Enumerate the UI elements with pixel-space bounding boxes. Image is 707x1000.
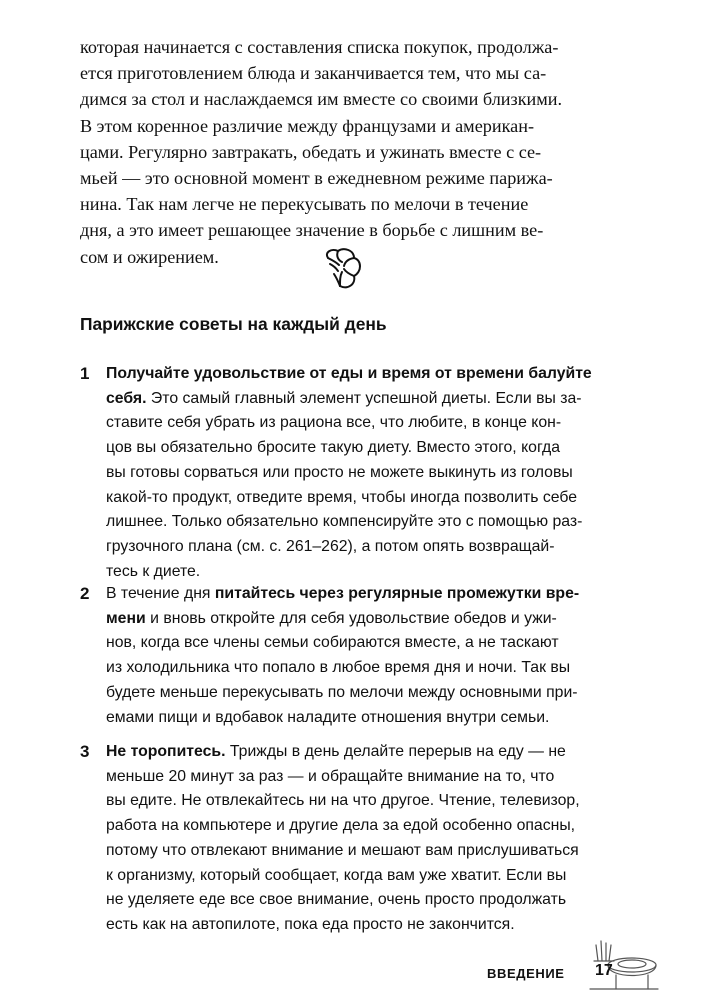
tip-line: ставите себя убрать из рациона все, что любите, в конце кон-	[106, 414, 562, 432]
tip-bold-text: мени	[106, 609, 146, 627]
tip-number: 3	[80, 742, 90, 761]
croissant-icon	[318, 244, 366, 294]
tip-line: нов, когда все члены семьи собираются вместе, а не таскают	[106, 634, 559, 652]
tip-line: тесь к диете.	[106, 562, 201, 580]
tip-line: лишнее. Только обязательно компенсируйте это с помощью раз-	[106, 513, 583, 531]
section-heading: Парижские советы на каждый день	[80, 314, 387, 334]
tip-line-text: Трижды в день делайте перерыв на еду — не	[225, 743, 566, 760]
footer-section-label: ВВЕДЕНИЕ	[487, 966, 565, 981]
page-number: 17	[595, 962, 613, 979]
intro-line: мьей — это основной момент в ежедневном режиме парижа-	[80, 168, 553, 189]
tip-line	[106, 362, 606, 387]
intro-paragraph	[80, 34, 600, 270]
intro-line: ется приготовлением блюда и заканчивается тем, что мы са-	[80, 63, 547, 84]
tip-line: работа на компьютере и другие дела за едой особенно опасны,	[106, 817, 576, 835]
intro-line: димся за стол и наслаждаемся им вместе со своими близкими.	[80, 89, 563, 110]
tip-line: емами пищи и вдобавок наладите отношения внутри семьи.	[106, 708, 550, 726]
tip-number: 1	[80, 364, 90, 383]
tip-text	[106, 362, 606, 584]
intro-line: которая начинается с составления списка покупок, продолжа-	[80, 37, 559, 57]
intro-line: нина. Так нам легче не перекусывать по мелочи в течение	[80, 194, 529, 215]
tip-bold-text: себя.	[106, 389, 147, 407]
tip-line	[106, 607, 606, 632]
tip-line	[106, 582, 606, 607]
tip-line-text: В течение дня	[106, 585, 215, 602]
tip-text	[106, 582, 606, 730]
tip-number: 2	[80, 584, 90, 603]
tip-line: будете меньше перекусывать по мелочи между основными при-	[106, 683, 578, 701]
tip-line: потому что отвлекают внимание и мешают вам прислушиваться	[106, 841, 579, 859]
tip-line-text: и вновь откройте для себя удовольствие обедов и ужи-	[145, 609, 557, 627]
tip-bold-text: питайтесь через регулярные промежутки вре-	[214, 585, 580, 602]
tip-bold-text: Не торопитесь.	[106, 743, 226, 760]
tip-line: цов вы обязательно бросите такую диету. Вместо этого, когда	[106, 439, 561, 457]
tip-line	[106, 740, 606, 765]
tip-line: вы готовы сорваться или просто не можете выкинуть из головы	[106, 463, 573, 481]
tip-line-text: Это самый главный элемент успешной диеты. Если вы за-	[146, 389, 582, 407]
tip-line: к организму, который сообщает, когда вам уже хватит. Если вы	[106, 866, 567, 884]
tip-text	[106, 740, 606, 938]
tip-line: не уделяете еде все свое внимание, очень просто продолжать	[106, 891, 567, 909]
intro-line: В этом коренное различие между французами и американ-	[80, 115, 535, 136]
tip-line: грузочного плана (см. с. 261–262), а потом опять возвращай-	[106, 537, 555, 555]
intro-line: сом и ожирением.	[80, 246, 219, 267]
tip-bold-text: Получайте удовольствие от еды и время от времени балуйте	[106, 365, 592, 382]
tip-line	[106, 387, 606, 412]
tip-line: вы едите. Не отвлекайтесь ни на что другое. Чтение, телевизор,	[106, 792, 580, 810]
intro-line: дня, а это имеет решающее значение в борьбе с лишним ве-	[80, 220, 544, 241]
tip-line: из холодильника что попало в любое время дня и ночи. Так вы	[106, 659, 571, 677]
tip-line: есть как на автопилоте, пока еда просто не закончится.	[106, 915, 515, 933]
intro-line: цами. Регулярно завтракать, обедать и ужинать вместе с се-	[80, 141, 542, 162]
tip-line: какой-то продукт, отведите время, чтобы иногда позволить себе	[106, 488, 577, 506]
tip-line: меньше 20 минут за раз — и обращайте внимание на то, что	[106, 767, 555, 785]
tableware-sketch-icon	[580, 935, 660, 995]
